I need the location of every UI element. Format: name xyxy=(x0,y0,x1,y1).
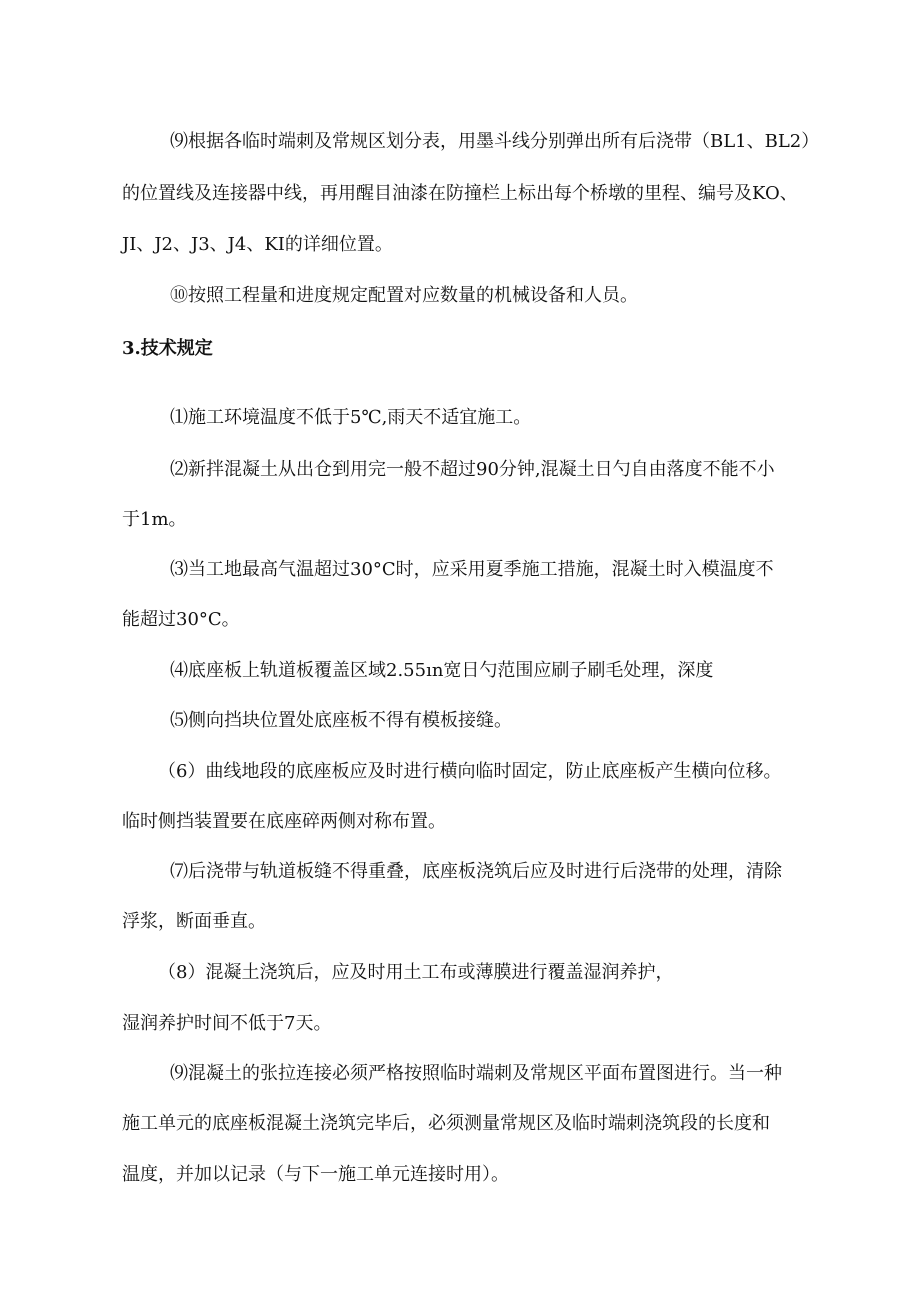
prep-item-9-line-3: JI、J2、J3、J4、KI的详细位置。 xyxy=(122,234,393,255)
section-heading: 3.技术规定 xyxy=(122,338,213,359)
tech-item-7-line-2: 浮浆，断面垂直。 xyxy=(122,911,266,932)
prep-item-9-line-2: 的位置线及连接器中线，再用醒目油漆在防撞栏上标出每个桥墩的里程、编号及KO、 xyxy=(122,183,798,204)
prep-item-9-line-1: ⑼根据各临时端刺及常规区划分表，用墨斗线分别弹出所有后浇带（BL1、BL2） xyxy=(170,131,820,152)
tech-item-8-line-1: （8）混凝土浇筑后，应及时用土工布或薄膜进行覆盖湿润养护， xyxy=(158,962,674,983)
tech-item-1-line-1: ⑴施工环境温度不低于5℃,雨天不适宜施工。 xyxy=(170,407,532,428)
tech-item-6-line-2: 临时侧挡装置要在底座碎两侧对称布置。 xyxy=(122,811,446,832)
tech-item-9-line-3: 温度，并加以记录（与下一施工单元连接时用）。 xyxy=(122,1164,509,1185)
tech-item-3-line-2: 能超过30°C。 xyxy=(122,609,240,630)
tech-item-4-line-1: ⑷底座板上轨道板覆盖区域2.55ın宽日勺范围应刷子刷毛处理，深度 xyxy=(170,660,714,681)
tech-item-5-line-1: ⑸侧向挡块位置处底座板不得有模板接缝。 xyxy=(170,710,512,731)
tech-item-9-line-1: ⑼混凝土的张拉连接必须严格按照临时端刺及常规区平面布置图进行。当一种 xyxy=(170,1063,782,1084)
tech-item-9-line-2: 施工单元的底座板混凝土浇筑完毕后，必须测量常规区及临时端刺浇筑段的长度和 xyxy=(122,1113,770,1134)
tech-item-2-line-1: ⑵新拌混凝土从出仓到用完一般不超过90分钟,混凝土日勺自由落度不能不小 xyxy=(170,459,775,480)
tech-item-7-line-1: ⑺后浇带与轨道板缝不得重叠，底座板浇筑后应及时进行后浇带的处理，清除 xyxy=(170,861,782,882)
prep-item-10-line-1: ⑩按照工程量和进度规定配置对应数量的机械设备和人员。 xyxy=(170,285,638,306)
tech-item-8-line-2: 湿润养护时间不低于7天。 xyxy=(122,1013,332,1034)
tech-item-6-line-1: （6）曲线地段的底座板应及时进行横向临时固定，防止底座板产生横向位移。 xyxy=(158,761,782,782)
tech-item-2-line-2: 于1m。 xyxy=(122,509,187,530)
tech-item-3-line-1: ⑶当工地最高气温超过30°C时，应采用夏季施工措施，混凝土时入模温度不 xyxy=(170,559,774,580)
